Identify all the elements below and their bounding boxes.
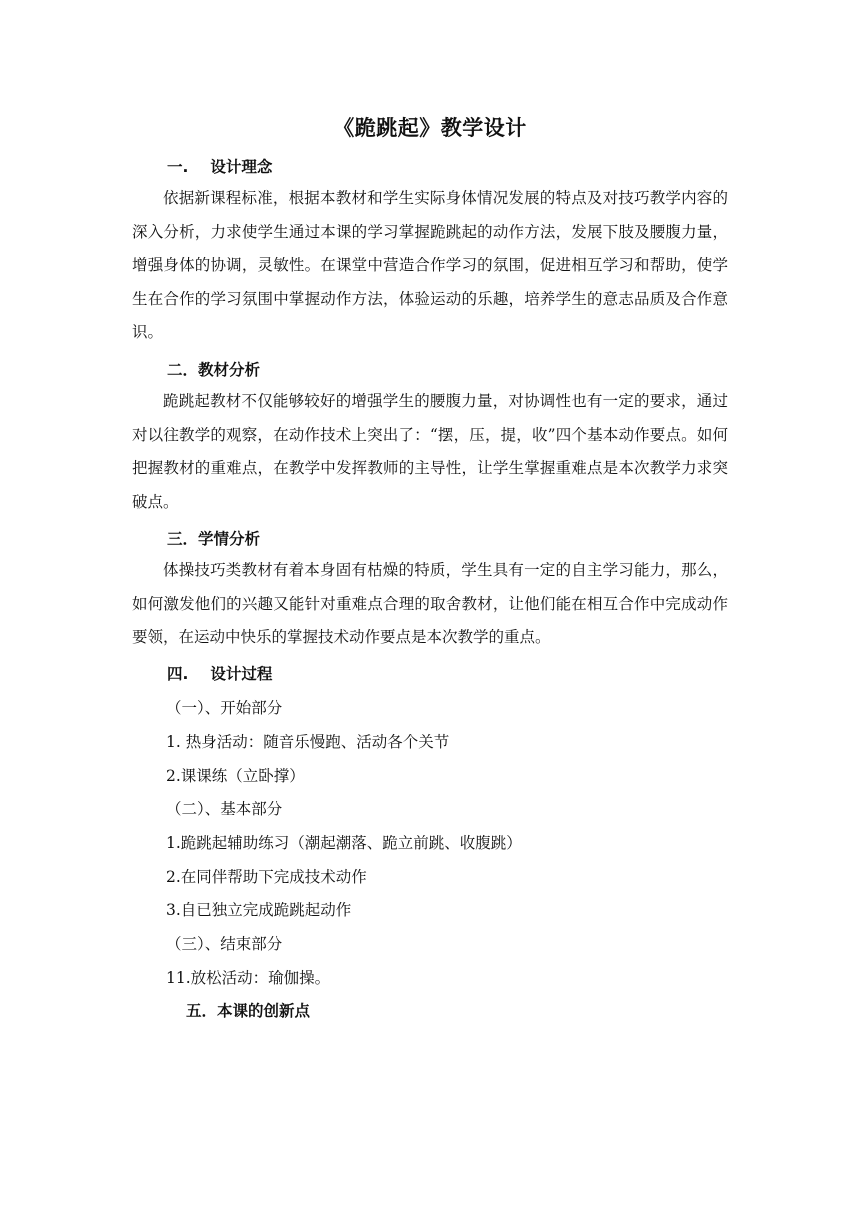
list-item: 2.在同伴帮助下完成技术动作 <box>166 868 367 886</box>
list-item: （一）、开始部分 <box>166 699 283 717</box>
list-item: 11.放松活动：瑜伽操。 <box>166 969 331 987</box>
section-5-heading: 五．本课的创新点 <box>186 1002 311 1020</box>
section-1-number: 一. <box>167 158 189 176</box>
section-3-body: 体操技巧类教材有着本身固有枯燥的特质，学生具有一定的自主学习能力，那么，如何激发他们的兴趣又能针对重难点合理的取舍教材，让他们能在相互合作中完成动作要领，在运动中快乐的掌握技术动作要点是本次教学的重点。 <box>132 561 728 647</box>
list-item: 1. 热身活动：随音乐慢跑、活动各个关节 <box>166 733 450 751</box>
list-item: 2.课课练（立卧撑） <box>166 767 305 785</box>
section-1-heading <box>167 155 272 179</box>
section-4-title: 设计过程 <box>210 665 273 683</box>
section-1-body: 依据新课程标准，根据本教材和学生实际身体情况发展的特点及对技巧教学内容的深入分析，力求使学生通过本课的学习掌握跪跳起的动作方法，发展下肢及腰腹力量，增强身体的协调，灵敏性。在课堂中营造合作学习的氛围，促进相互学习和帮助，使学生在合作的学习氛围中掌握动作方法，体验运动的乐趣，培养学生的意志品质及合作意识。 <box>132 189 728 342</box>
section-4-number: 四. <box>167 665 189 683</box>
section-1-title: 设计理念 <box>210 158 273 176</box>
section-2-heading: 二．教材分析 <box>167 361 261 379</box>
section-4-heading <box>167 662 272 686</box>
list-item: （三）、结束部分 <box>166 935 283 953</box>
list-item: 1.跪跳起辅助练习（潮起潮落、跪立前跳、收腹跳） <box>166 834 522 852</box>
list-item: （二）、基本部分 <box>166 800 283 818</box>
list-item: 3.自已独立完成跪跳起动作 <box>166 901 352 919</box>
document-title: 《跪跳起》教学设计 <box>333 116 527 140</box>
section-2-body: 跪跳起教材不仅能够较好的增强学生的腰腹力量，对协调性也有一定的要求，通过对以往教学的观察，在动作技术上突出了：“摆，压，提，收”四个基本动作要点。如何把握教材的重难点，在教学中发挥教师的主导性，让学生掌握重难点是本次教学力求突破点。 <box>132 392 728 511</box>
section-3-heading: 三．学情分析 <box>167 530 261 548</box>
